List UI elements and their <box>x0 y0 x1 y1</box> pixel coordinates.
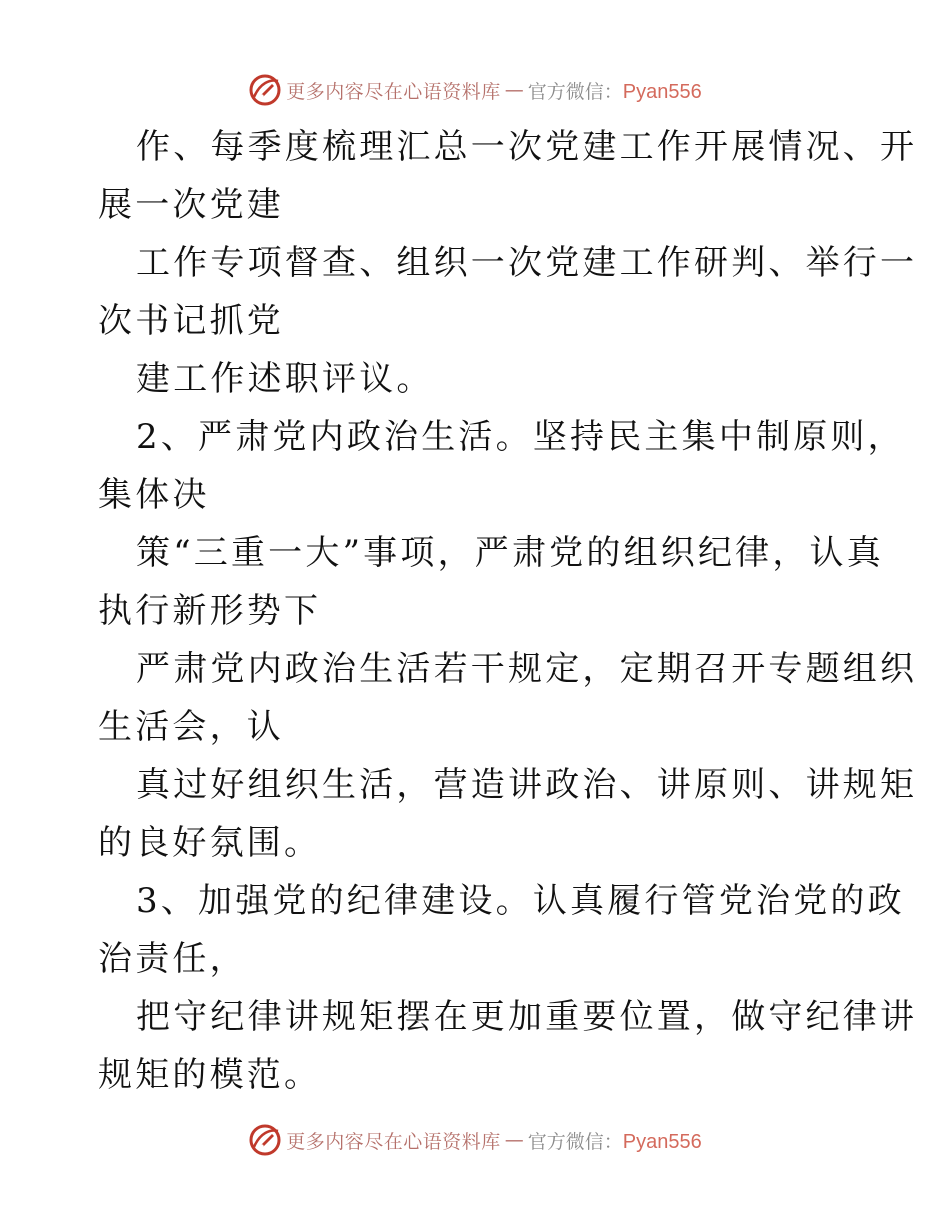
pen-nib-circle-icon <box>248 73 282 107</box>
watermark-contact <box>528 77 702 104</box>
body-line: 把守纪律讲规矩摆在更加重要位置，做守纪律讲 <box>136 997 918 1037</box>
body-line: 生活会，认 <box>98 707 284 747</box>
body-line: 严肃党内政治生活若干规定，定期召开专题组织 <box>136 649 918 689</box>
body-line: 工作专项督查、组织一次党建工作研判、举行一 <box>136 243 918 283</box>
document-body <box>98 118 918 1104</box>
body-line: 策“三重一大”事项，严肃党的组织纪律，认真 <box>136 533 884 573</box>
watermark-account: Pyan556 <box>622 80 702 103</box>
body-line: 真过好组织生活，营造讲政治、讲原则、讲规矩 <box>136 765 918 805</box>
body-line: 作、每季度梳理汇总一次党建工作开展情况、开 <box>136 127 918 167</box>
watermark-brand: 更多内容尽在心语资料库 <box>286 1130 501 1153</box>
watermark-dash: — <box>504 1129 524 1151</box>
body-line: 治责任， <box>98 939 247 979</box>
header-watermark <box>0 70 950 110</box>
watermark-contact <box>528 1127 702 1154</box>
watermark-dash: — <box>504 79 524 101</box>
watermark-account: Pyan556 <box>622 1130 702 1153</box>
body-line: 展一次党建 <box>98 185 284 225</box>
body-line: 3、加强党的纪律建设。认真履行管党治党的政 <box>136 881 905 921</box>
watermark-brand: 更多内容尽在心语资料库 <box>286 80 501 103</box>
body-line: 2、严肃党内政治生活。坚持民主集中制原则， <box>136 417 905 457</box>
body-line: 规矩的模范。 <box>98 1055 322 1095</box>
body-line: 集体决 <box>98 475 210 515</box>
body-line: 的良好氛围。 <box>98 823 322 863</box>
watermark-label: 官方微信： <box>527 1130 623 1153</box>
body-line: 建工作述职评议。 <box>136 359 434 399</box>
watermark-label: 官方微信： <box>527 80 623 103</box>
body-line: 执行新形势下 <box>98 591 322 631</box>
footer-watermark <box>0 1120 950 1160</box>
pen-nib-circle-icon <box>248 1123 282 1157</box>
body-line: 次书记抓党 <box>98 301 284 341</box>
